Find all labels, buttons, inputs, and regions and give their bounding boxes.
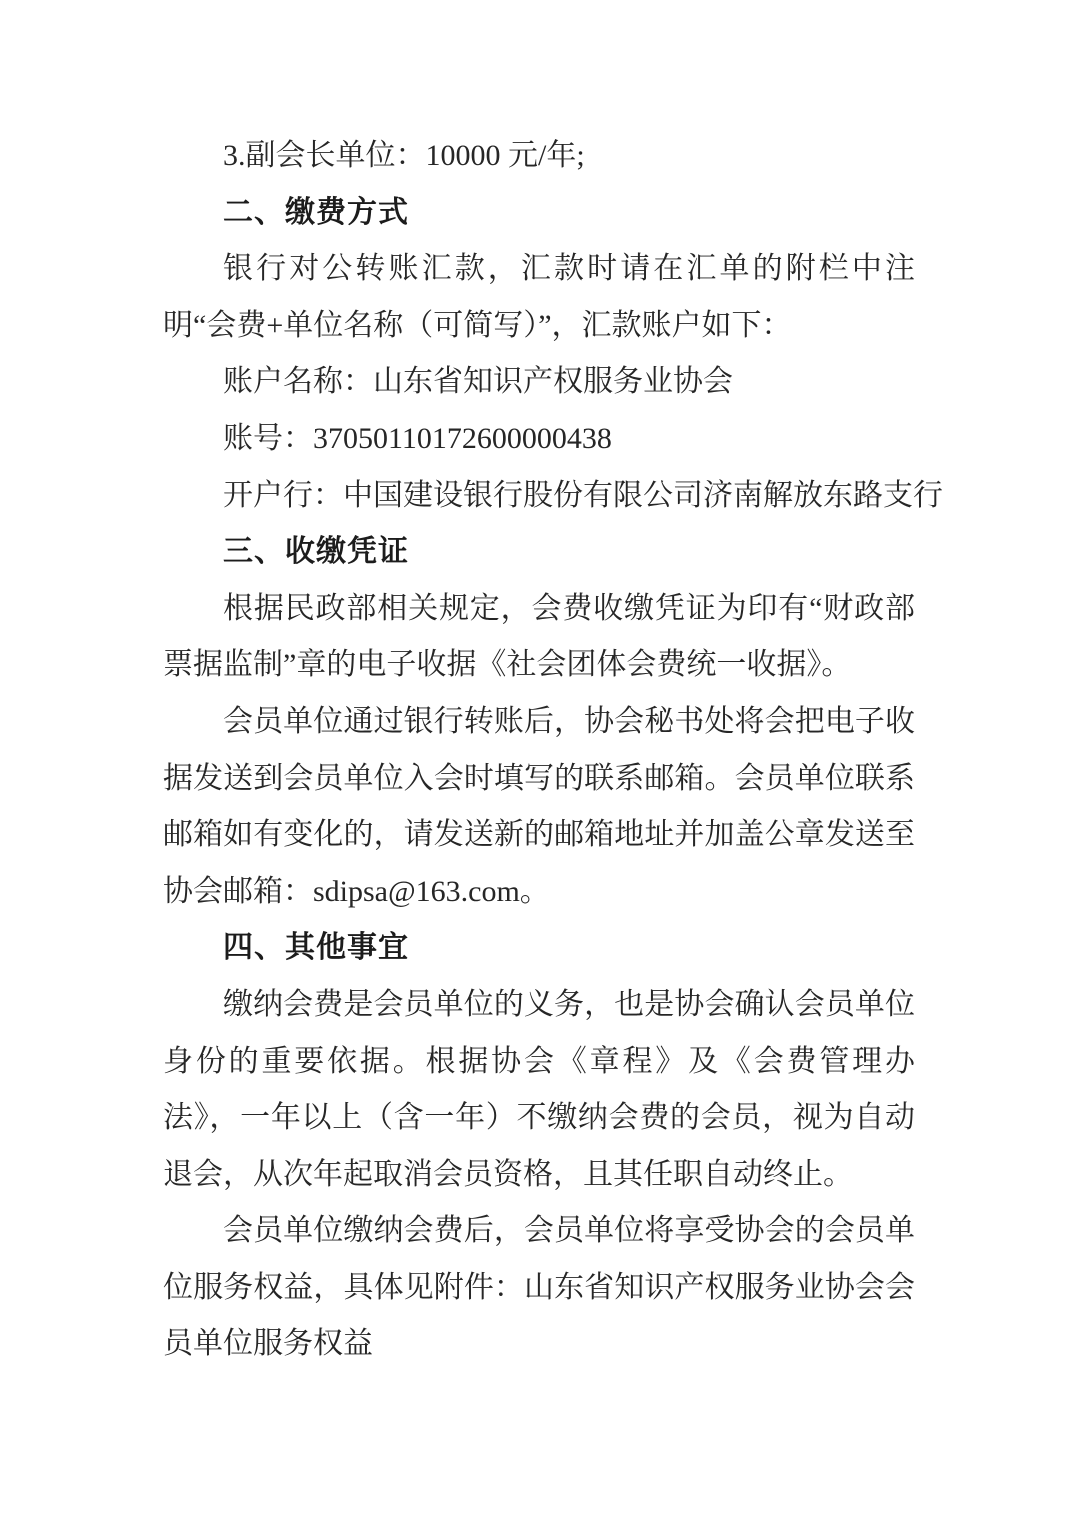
heading-section-2-payment-method: 二、缴费方式 — [223, 195, 409, 229]
para-member-benefits-attachment: 会员单位缴纳会费后，会员单位将享受协会的会员单位服务权益，具体见附件：山东省知识产权服务业协会会员单位服务权益 — [163, 1214, 915, 1361]
para-payment-instructions: 银行对公转账汇款，汇款时请在汇单的附栏中注明“会费+单位名称（可简写）”，汇款账户如下： — [163, 252, 915, 342]
para-account-name: 账户名称：山东省知识产权服务业协会 — [223, 365, 733, 399]
para-receipt-email-delivery: 会员单位通过银行转账后，协会秘书处将会把电子收据发送到会员单位入会时填写的联系邮箱。会员单位联系邮箱如有变化的，请发送新的邮箱地址并加盖公章发送至协会邮箱：sdipsa@163.com。 — [163, 704, 915, 908]
para-membership-fee-obligation: 缴纳会费是会员单位的义务，也是协会确认会员单位身份的重要依据。根据协会《章程》及《会费管理办法》，一年以上（含一年）不缴纳会费的会员，视为自动退会，从次年起取消会员资格，且其任职自动终止。 — [163, 987, 915, 1191]
para-receipt-regulation: 根据民政部相关规定，会费收缴凭证为印有“财政部票据监制”章的电子收据《社会团体会费统一收据》。 — [163, 591, 915, 682]
para-bank-branch: 开户行：中国建设银行股份有限公司济南解放东路支行 — [223, 478, 943, 512]
heading-section-3-receipt-voucher: 三、收缴凭证 — [223, 535, 409, 569]
heading-section-4-other-matters: 四、其他事宜 — [223, 931, 409, 965]
para-account-number: 账号：37050110172600000438 — [223, 421, 612, 455]
fee-item-vice-president-unit: 3.副会长单位：10000 元/年; — [223, 139, 585, 172]
document-body — [163, 128, 943, 1373]
